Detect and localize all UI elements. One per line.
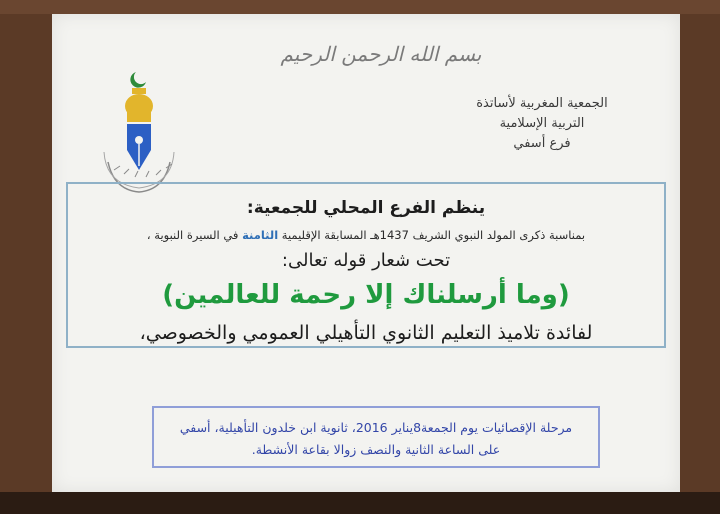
edition-highlight: الثامنة (242, 228, 279, 242)
org-line-name: الجمعية المغربية لأساتذة (476, 96, 608, 111)
organization-block (432, 94, 652, 154)
verse-slogan: (وما أرسلناك إلا رحمة للعالمين) (162, 280, 570, 310)
org-line-branch: فرع أسفي (513, 136, 571, 151)
org-line-subject: التربية الإسلامية (499, 116, 585, 131)
monitor-bezel-top (0, 0, 720, 14)
occasion-text-end: في السيرة النبوية ، (146, 228, 243, 242)
target-audience: لفائدة تلاميذ التعليم الثانوي التأهيلي العمومي والخصوصي، (139, 322, 593, 344)
event-details-box (152, 406, 600, 468)
basmala-calligraphy: بسم الله الرحمن الرحيم (280, 42, 482, 66)
association-emblem-icon (94, 66, 184, 196)
announcement-box (66, 182, 666, 348)
occasion-text-start: بمناسبة ذكرى المولد النبوي الشريف 1437هـ المسابقة الإقليمية (278, 228, 586, 242)
event-time: على الساعة الثانية والنصف زوالا بقاعة الأنشطة. (251, 442, 501, 457)
slogan-intro: تحت شعار قوله تعالى: (281, 250, 451, 271)
occasion-line (68, 228, 664, 242)
monitor-bezel-bottom (0, 492, 720, 514)
event-date-venue: مرحلة الإقصائيات يوم الجمعة8يناير 2016، ثانوية ابن خلدون التأهيلية، أسفي (179, 420, 573, 435)
announcement-heading: ينظم الفرع المحلي للجمعية: (246, 198, 486, 218)
document-page (52, 14, 680, 492)
